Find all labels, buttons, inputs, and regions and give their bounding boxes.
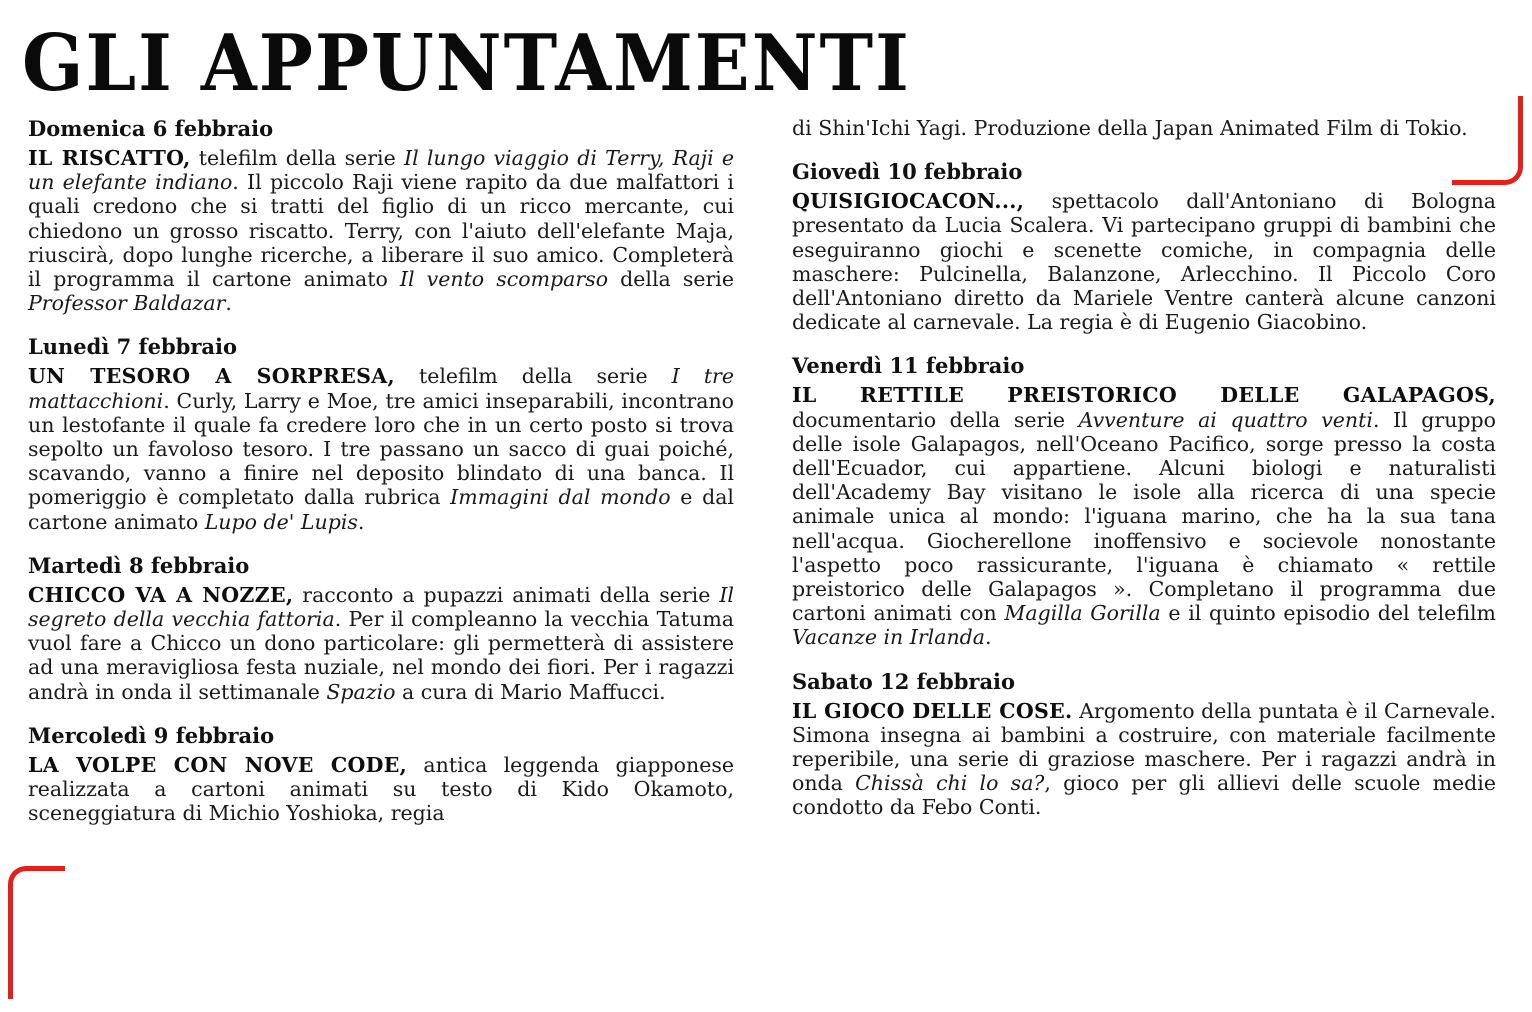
text-run: documentario della serie	[792, 407, 1079, 432]
series-name: Magilla Gorilla	[1004, 601, 1161, 626]
day-heading: Martedì 8 febbraio	[28, 552, 250, 578]
series-name: Il segreto della vecchia fattoria	[28, 582, 734, 632]
right-column	[792, 116, 1496, 990]
text-run: Argomento della puntata è il Carnevale. Simona insegna ai bambini a costruire, con materiale facilmente reperibile, una serie di graziose maschere. Per i ragazzi andrà in onda	[792, 698, 1497, 796]
entry-text	[28, 146, 734, 315]
text-run: .	[357, 509, 365, 534]
text-run: a cura di Mario Maffucci.	[395, 679, 666, 704]
text-run: della serie	[608, 267, 734, 292]
series-name: I tre mattacchioni	[28, 364, 734, 413]
text-run: e dal cartone animato	[28, 485, 734, 534]
text-run: . Per il compleanno la vecchia Tatuma vuol fare a Chicco un dono particolare: gli permetterà di assistere ad una meravigliosa festa nuziale, nel mondo dei fiori. Per i ragazzi andrà in onda il settimanale	[28, 607, 734, 704]
continuation-text: di Shin'Ichi Yagi. Produzione della Japan Animated Film di Tokio.	[792, 116, 1468, 140]
program-title: UN TESORO A SORPRESA,	[28, 364, 395, 389]
text-run: telefilm della serie	[190, 146, 404, 170]
text-run: . Il gruppo delle isole Galapagos, nell'Oceano Pacifico, sorge presso la costa dell'Ecuador, cui appartiene. Alcuni biologi e naturalisti dell'Academy Bay visitano le isole alla ricerca di una specie animale unica al mondo: l'iguana marino, che ha la sua tana nell'acqua. Giocherellone inoffensivo e socievole nonostante l'aspetto poco rassicurante, l'iguana è chiamato « rettile preistorico delle Galapagos ». Completano il programma due cartoni animati con	[792, 407, 1497, 626]
text-run: .	[225, 291, 232, 316]
text-run: spettacolo dall'Antoniano di Bologna presentato da Lucia Scalera. Vi partecipano gruppi di bambini che eseguiranno giochi e scenette comiche, in compagnia delle maschere: Pulcinella, Balanzone, Arlecchino. Il Piccolo Coro dell'Antoniano diretto da Mariele Ventre canterà alcune canzoni dedicate al carnevale. La regia è di Eugenio Giacobino.	[792, 189, 1496, 335]
entry-text	[28, 753, 734, 826]
red-bracket-marker-top-right	[1452, 96, 1523, 185]
series-name: Chissà chi lo sa?	[855, 771, 1045, 796]
entry-sabato	[792, 669, 1496, 820]
text-run: e il quinto episodio del telefilm	[1160, 601, 1496, 626]
program-title: IL RISCATTO,	[28, 146, 191, 170]
entry-lunedi	[28, 334, 734, 533]
entry-giovedi	[792, 159, 1496, 334]
series-name: Immagini dal mondo	[450, 485, 671, 510]
day-heading: Sabato 12 febbraio	[792, 668, 1016, 694]
text-run: , gioco per gli allievi delle scuole medie condotto da Febo Conti.	[792, 771, 1496, 820]
text-run: . Curly, Larry e Moe, tre amici inseparabili, incontrano un lestofante il quale fa credere loro che in un certo posto si trova sepolto un favoloso tesoro. I tre passano un sacco di guai poiché, scavando, vanno a finire nel deposito blindato di una banca. Il pomeriggio è completato dalla rubrica	[28, 388, 734, 510]
text-run: telefilm della serie	[394, 364, 672, 389]
series-name: Professor Baldazar	[28, 291, 226, 316]
program-title: CHICCO VA A NOZZE,	[28, 582, 294, 607]
entry-text	[792, 383, 1496, 649]
entry-text	[792, 699, 1496, 820]
entry-text	[28, 583, 734, 704]
program-title: LA VOLPE CON NOVE CODE,	[28, 752, 408, 777]
entry-text	[28, 364, 734, 533]
program-title: IL GIOCO DELLE COSE.	[792, 698, 1073, 723]
series-name: Spazio	[326, 679, 396, 704]
entry-venerdi	[792, 353, 1496, 649]
series-name: Vacanze in Irlanda	[792, 625, 985, 650]
entry-text	[792, 189, 1496, 334]
series-name: Il lungo viaggio di Terry, Raji e un elefante indiano	[28, 146, 734, 195]
page-title: GLI APPUNTAMENTI	[22, 16, 911, 109]
text-run: .	[985, 625, 992, 650]
series-name: Lupo de' Lupis	[204, 509, 358, 534]
day-heading: Mercoledì 9 febbraio	[28, 722, 275, 748]
entry-domenica	[28, 116, 734, 315]
text-run: antica leggenda giapponese realizzata a cartoni animati su testo di Kido Okamoto, sceneggiatura di Michio Yoshioka, regia	[28, 752, 735, 826]
red-bracket-marker-bottom-left	[8, 866, 65, 999]
day-heading: Giovedì 10 febbraio	[792, 159, 1023, 185]
left-column	[28, 116, 734, 990]
program-title: QUISIGIOCACON...,	[792, 189, 1025, 214]
day-heading: Domenica 6 febbraio	[28, 116, 274, 141]
day-heading: Venerdì 11 febbraio	[792, 353, 1025, 379]
text-run: racconto a pupazzi animati della serie	[293, 582, 720, 607]
day-heading: Lunedì 7 febbraio	[28, 334, 237, 360]
entry-continuation	[792, 116, 1496, 140]
series-name: Avventure ai quattro venti	[1078, 407, 1373, 432]
series-name: Il vento scomparso	[399, 267, 609, 292]
entry-mercoledi	[28, 723, 734, 826]
text-run: . Il piccolo Raji viene rapito da due malfattori i quali credono che si tratti del figlio di un ricco mercante, cui chiedono un grosso riscatto. Terry, con l'aiuto dell'elefante Maja, riuscirà, dopo lunghe ricerche, a liberare il suo amico. Completerà il programma il cartone animato	[28, 170, 734, 292]
program-title: IL RETTILE PREISTORICO DELLE GALAPAGOS,	[792, 383, 1496, 408]
entry-martedi	[28, 553, 734, 704]
